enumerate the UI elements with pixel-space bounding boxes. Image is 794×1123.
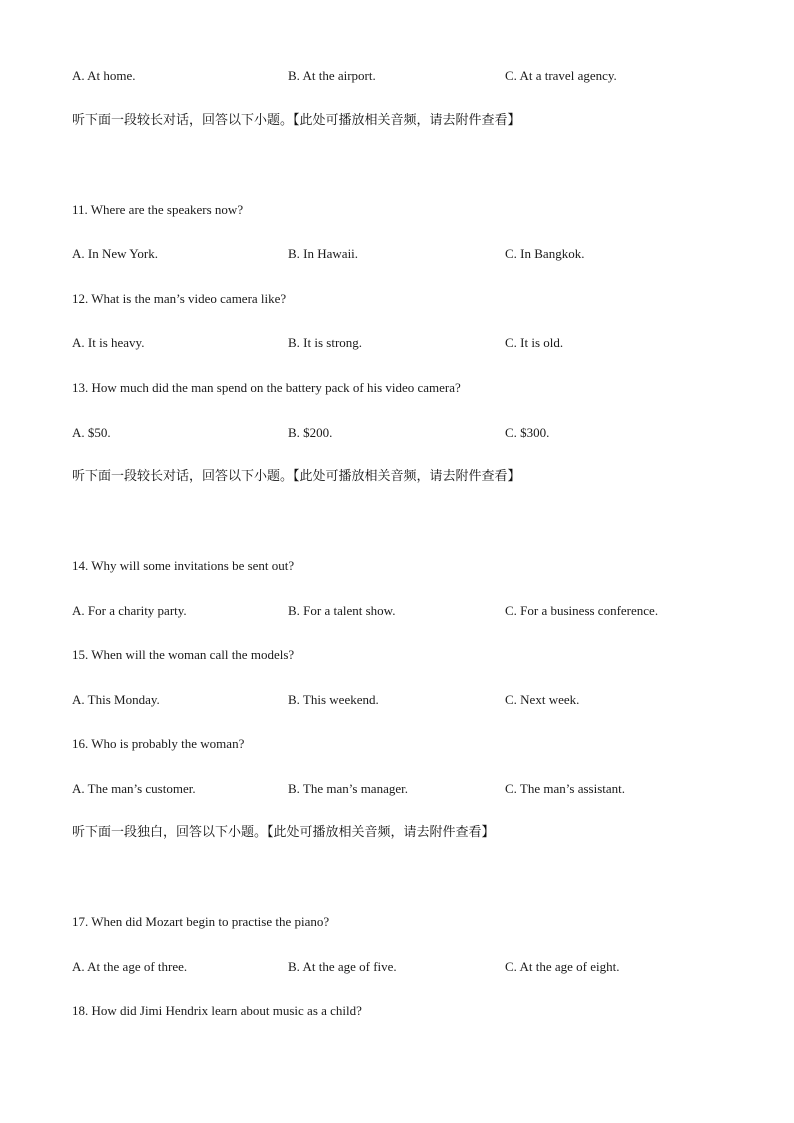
q11-options [72, 246, 752, 262]
instruction-long-dialogue-1: 听下面一段较长对话，回答以下小题。【此处可播放相关音频，请去附件查看】 [72, 113, 521, 128]
q15-option-a: A. This Monday. [72, 692, 160, 707]
q11-question: 11. Where are the speakers now? [72, 202, 244, 217]
q15-option-b: B. This weekend. [288, 692, 379, 707]
q15-options [72, 692, 752, 708]
q12-option-a: A. It is heavy. [72, 335, 145, 350]
q13-question: 13. How much did the man spend on the battery pack of his video camera? [72, 380, 461, 395]
q10-option-c: C. At a travel agency. [505, 68, 617, 83]
q18-question: 18. How did Jimi Hendrix learn about music as a child? [72, 1003, 362, 1018]
q11-option-c: C. In Bangkok. [505, 246, 585, 261]
q14-option-a: A. For a charity party. [72, 603, 187, 618]
q17-options [72, 959, 752, 975]
q11-option-b: B. In Hawaii. [288, 246, 359, 261]
q16-option-b: B. The man’s manager. [288, 781, 408, 796]
q12-option-c: C. It is old. [505, 335, 564, 350]
q17-option-a: A. At the age of three. [72, 959, 188, 974]
q13-option-b: B. $200. [288, 425, 333, 440]
q16-options [72, 781, 752, 797]
q10-option-a: A. At home. [72, 68, 136, 83]
q15-option-c: C. Next week. [505, 692, 580, 707]
instruction-monologue: 听下面一段独白，回答以下小题。【此处可播放相关音频，请去附件查看】 [72, 825, 495, 840]
q12-question: 12. What is the man’s video camera like? [72, 291, 287, 306]
q13-option-c: C. $300. [505, 425, 550, 440]
q11-option-a: A. In New York. [72, 246, 158, 261]
q13-option-a: A. $50. [72, 425, 111, 440]
q14-option-b: B. For a talent show. [288, 603, 396, 618]
q16-question: 16. Who is probably the woman? [72, 736, 245, 751]
instruction-long-dialogue-2: 听下面一段较长对话，回答以下小题。【此处可播放相关音频，请去附件查看】 [72, 469, 521, 484]
q14-option-c: C. For a business conference. [505, 603, 659, 618]
q12-options [72, 335, 752, 351]
q15-question: 15. When will the woman call the models? [72, 647, 295, 662]
q14-options [72, 603, 752, 619]
q16-option-c: C. The man’s assistant. [505, 781, 626, 796]
q17-option-c: C. At the age of eight. [505, 959, 620, 974]
q16-option-a: A. The man’s customer. [72, 781, 196, 796]
q14-question: 14. Why will some invitations be sent out? [72, 558, 295, 573]
q10-options [72, 68, 752, 84]
q17-question: 17. When did Mozart begin to practise the piano? [72, 914, 330, 929]
q13-options [72, 425, 752, 441]
q10-option-b: B. At the airport. [288, 68, 376, 83]
q12-option-b: B. It is strong. [288, 335, 363, 350]
q17-option-b: B. At the age of five. [288, 959, 397, 974]
